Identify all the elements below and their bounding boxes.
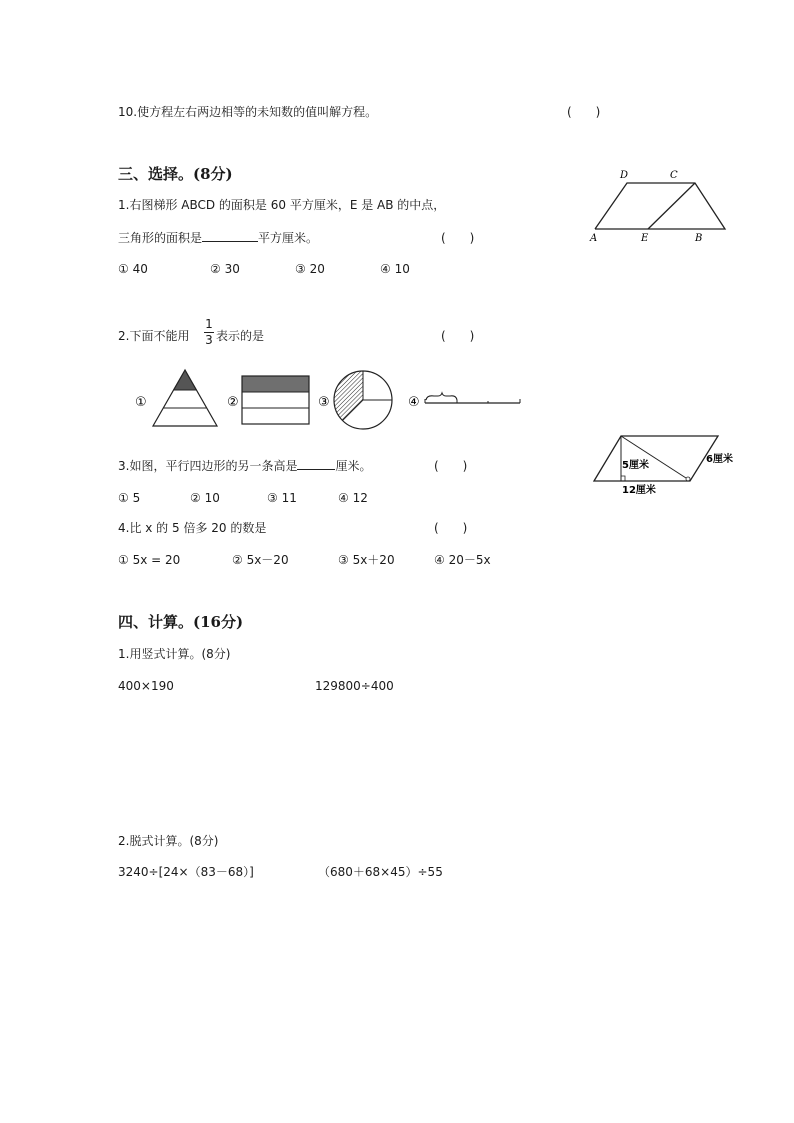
q2-fig-number-2: ② (227, 395, 239, 410)
q4-text: 4.比 x 的 5 倍多 20 的数是 (118, 521, 267, 535)
q2-figures (130, 360, 530, 430)
calc-1-title: 1.用竖式计算。(8分) (118, 647, 231, 661)
q2-fig-number-4: ④ (408, 395, 420, 410)
q1-answer-blank[interactable] (202, 241, 258, 242)
label-d: D (620, 170, 629, 181)
height-right-angle-mark (621, 476, 625, 481)
label-c: C (670, 170, 678, 181)
q4-option-1[interactable]: ① 5x = 20 (118, 553, 181, 567)
label-height-5cm: 5厘米 (622, 460, 649, 471)
calc-1-item-2: 129800÷400 (315, 679, 394, 693)
q2-answer-paren[interactable]: ( ) (441, 329, 475, 343)
section-3-heading: 三、选择。(8分) (118, 165, 233, 183)
q1-option-1[interactable]: ① 40 (118, 262, 148, 276)
q2-text-post: 表示的是 (216, 329, 265, 343)
q3-option-2[interactable]: ② 10 (190, 491, 220, 505)
q3-text-pre: 3.如图，平行四边形的另一条高是 (118, 459, 298, 473)
q3-text-post: 厘米。 (335, 459, 372, 473)
q3-line (118, 459, 371, 473)
q1-option-3[interactable]: ③ 20 (295, 262, 325, 276)
q3-answer-blank[interactable] (297, 469, 335, 470)
q3-option-1[interactable]: ① 5 (118, 491, 141, 505)
q3-option-3[interactable]: ③ 11 (267, 491, 297, 505)
section-4-heading: 四、计算。(16分) (118, 613, 244, 631)
label-b: B (695, 233, 703, 244)
label-e: E (641, 233, 649, 244)
q4-answer-paren[interactable]: ( ) (434, 521, 468, 535)
label-side-6cm: 6厘米 (706, 454, 733, 465)
q1-answer-paren[interactable]: ( ) (441, 231, 475, 245)
q2-fig-number-3: ③ (318, 395, 330, 410)
segment-brace (426, 393, 457, 400)
q1-line2 (118, 231, 318, 245)
q4-option-3[interactable]: ③ 5x＋20 (338, 553, 395, 567)
trapezoid-figure (585, 165, 715, 245)
calc-2-item-2: （680＋68×45）÷55 (318, 865, 443, 879)
calc-2-title: 2.脱式计算。(8分) (118, 834, 219, 848)
circle-shaded-sector (334, 371, 363, 421)
fraction-one-third (204, 318, 214, 347)
q2-text-pre: 2.下面不能用 (118, 329, 190, 343)
triangle-shaded-top (173, 370, 197, 390)
label-base-12cm: 12厘米 (622, 485, 656, 496)
parallelogram-figure (588, 430, 768, 500)
parallelogram-other-height (621, 436, 686, 478)
q1-line2-post: 平方厘米。 (258, 231, 319, 245)
q4-option-2[interactable]: ② 5x－20 (232, 553, 289, 567)
calc-1-item-1: 400×190 (118, 679, 174, 693)
calc-2-item-1: 3240÷[24×（83－68）] (118, 865, 254, 879)
q1-option-2[interactable]: ② 30 (210, 262, 240, 276)
fraction-denominator: 3 (205, 333, 213, 347)
q4-option-4[interactable]: ④ 20－5x (434, 553, 491, 567)
trapezoid-segment-ec (648, 183, 695, 229)
q10-text: 10.使方程左右两边相等的未知数的值叫解方程。 (118, 105, 378, 119)
fraction-numerator: 1 (205, 317, 213, 331)
q3-answer-paren[interactable]: ( ) (434, 459, 468, 473)
label-a: A (590, 233, 598, 244)
q2-fig-number-1: ① (135, 395, 147, 410)
q1-line2-pre: 三角形的面积是 (118, 231, 203, 245)
q3-option-4[interactable]: ④ 12 (338, 491, 368, 505)
trapezoid-outline (595, 183, 725, 229)
rectangle-shaded-top (242, 376, 309, 392)
q1-line1: 1.右图梯形 ABCD 的面积是 60 平方厘米，E 是 AB 的中点， (118, 198, 446, 212)
q10-answer-paren[interactable]: ( ) (567, 105, 601, 119)
q1-option-4[interactable]: ④ 10 (380, 262, 410, 276)
